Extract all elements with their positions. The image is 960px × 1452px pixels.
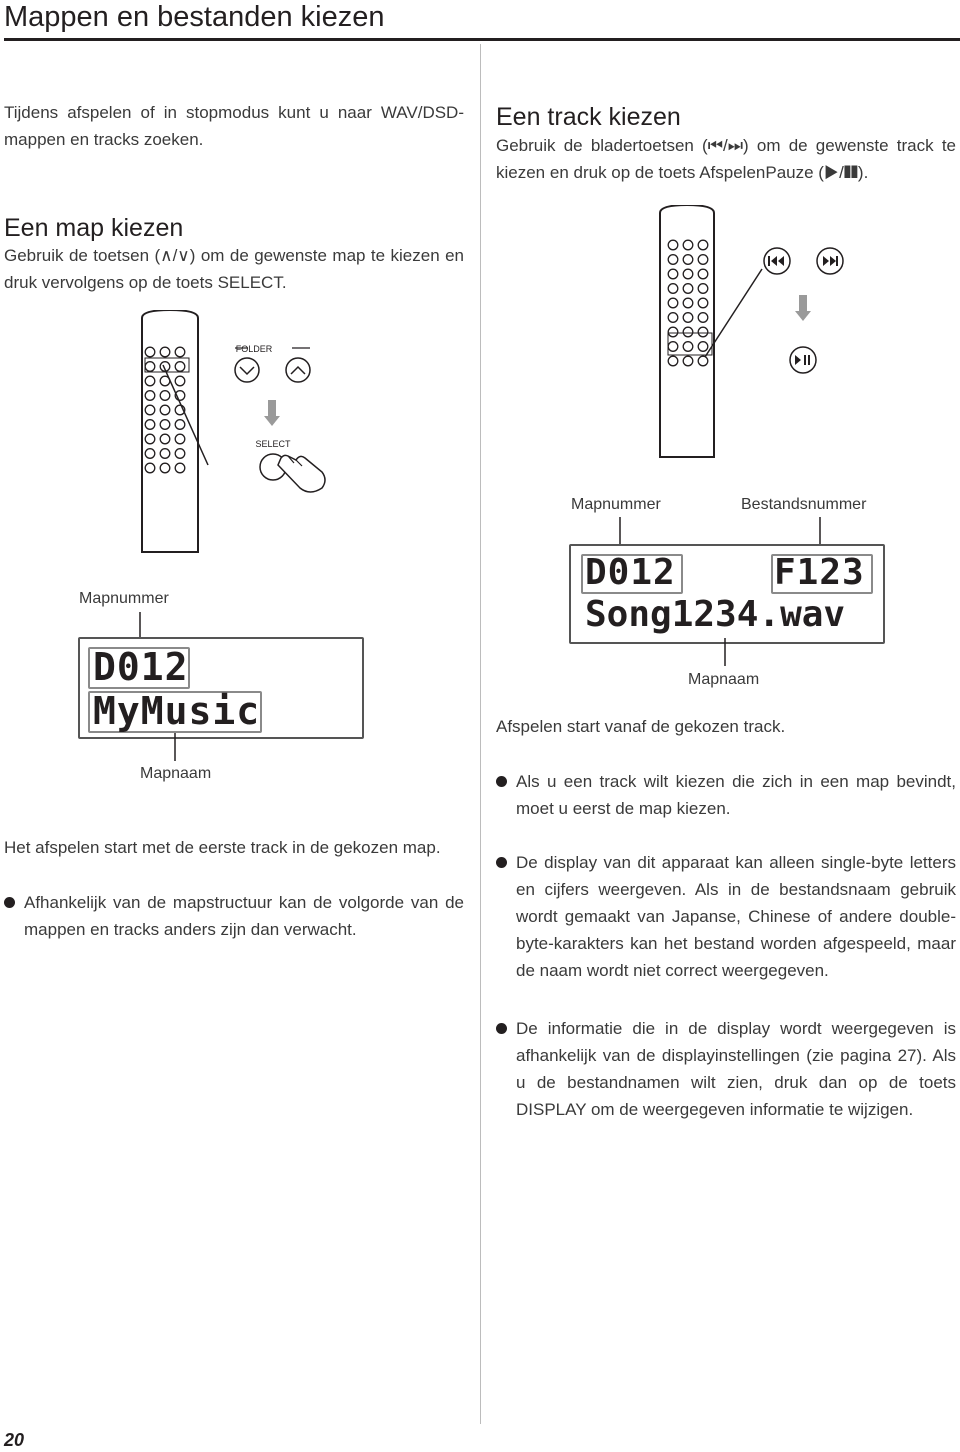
remote-key-icon — [668, 327, 678, 337]
remote-folder-illustration — [130, 310, 360, 560]
remote-key-icon — [668, 255, 678, 265]
right-bullet-3 — [496, 1015, 956, 1123]
page-title: Mappen en bestanden kiezen — [4, 1, 385, 33]
remote-key-icon — [683, 240, 693, 250]
bullet-dot — [496, 857, 507, 868]
remote-key-icon — [175, 463, 185, 473]
left-callout-line-bottom — [170, 733, 180, 763]
remote-key-icon — [698, 284, 708, 294]
remote-key-icon — [175, 449, 185, 459]
remote-key-icon — [698, 356, 708, 366]
remote-key-icon — [160, 449, 170, 459]
track-section-text: Gebruik de bladertoetsen (⏮/⏭) om de gewenste track te kiezen en druk op de toets AfspelenPauze (▶/❚❚). — [496, 136, 956, 182]
arrow-down-icon — [264, 400, 280, 426]
right-callout-line-right — [815, 517, 825, 547]
left-bullet — [4, 889, 464, 943]
remote-key-icon — [683, 342, 693, 352]
remote-key-icon — [160, 420, 170, 430]
remote-key-icon — [668, 240, 678, 250]
folder-result-text: Het afspelen start met de eerste track in de gekozen map. — [4, 838, 441, 857]
remote-key-icon — [145, 391, 155, 401]
folder-label: FOLDER — [235, 344, 273, 354]
folder-down-button — [235, 358, 259, 382]
right-callout-line-bottom — [720, 638, 730, 668]
skip-forward-button — [817, 248, 843, 274]
bullet-dot — [496, 776, 507, 787]
skip-back-button — [764, 248, 790, 274]
remote-key-icon — [698, 298, 708, 308]
track-section-title: Een track kiezen — [496, 103, 681, 131]
remote-track-illustration — [650, 205, 870, 460]
title-rule — [4, 38, 960, 41]
remote-key-icon — [668, 356, 678, 366]
remote-key-icon — [145, 420, 155, 430]
right-bullet-3-text: De informatie die in de display wordt weergegeven is afhankelijk van de displayinstellingen (zie pagina 27). Als u de bestandnamen wilt zien, druk dan op de toets DISPLAY om de weergegeven informatie te wijzigen. — [516, 1019, 956, 1119]
remote-key-icon — [145, 449, 155, 459]
remote-key-icon — [145, 405, 155, 415]
remote-key-icon — [683, 356, 693, 366]
remote-key-icon — [175, 362, 185, 372]
left-callout-folder-name: Mapnaam — [140, 765, 212, 782]
remote-key-icon — [175, 347, 185, 357]
remote-key-icon — [145, 434, 155, 444]
remote-key-icon — [698, 255, 708, 265]
right-bullet-2 — [496, 849, 956, 984]
remote-key-icon — [668, 298, 678, 308]
remote-key-icon — [683, 327, 693, 337]
remote-key-icon — [160, 463, 170, 473]
right-bullet-1 — [496, 768, 956, 822]
left-bullet-text: Afhankelijk van de mapstructuur kan de volgorde van de mappen en tracks anders zijn dan verwacht. — [24, 893, 464, 939]
track-display-folder-number: D012 — [585, 552, 676, 593]
remote-key-icon — [668, 342, 678, 352]
remote-key-icon — [683, 255, 693, 265]
remote-key-icon — [698, 269, 708, 279]
remote-key-icon — [683, 269, 693, 279]
folder-section-title: Een map kiezen — [4, 214, 184, 242]
track-result-text: Afspelen start vanaf de gekozen track. — [496, 717, 786, 736]
bullet-dot — [496, 1023, 507, 1034]
remote-key-icon — [668, 313, 678, 323]
folder-display-line1: D012 — [93, 645, 189, 689]
remote-key-icon — [175, 434, 185, 444]
right-bullet-1-text: Als u een track wilt kiezen die zich in een map bevindt, moet u eerst de map kiezen. — [516, 772, 956, 818]
bullet-dot — [4, 897, 15, 908]
right-callout-file-number: Bestandsnummer — [741, 496, 867, 513]
remote-key-icon — [668, 284, 678, 294]
select-label: SELECT — [255, 439, 291, 449]
right-bullet-2-text: De display van dit apparaat kan alleen single-byte letters en cijfers weergeven. Als in de bestandsnaam gebruik wordt gemaakt van Japanse, Chinese of andere double-byte-karakters kan het bestand worden afgespeeld, maar de naam wordt niet correct weergegeven. — [516, 853, 956, 980]
remote-key-icon — [698, 240, 708, 250]
folder-section-text: Gebruik de toetsen (∧/∨) om de gewenste map te kiezen en druk vervolgens op de toets SELECT. — [4, 246, 464, 292]
remote-key-icon — [160, 434, 170, 444]
folder-display-line2: MyMusic — [93, 689, 261, 733]
right-callout-folder-number: Mapnummer — [571, 496, 661, 513]
remote-key-icon — [160, 405, 170, 415]
remote-key-icon — [160, 391, 170, 401]
left-callout-folder-number: Mapnummer — [79, 590, 169, 607]
column-divider — [480, 44, 481, 1424]
remote-key-icon — [668, 269, 678, 279]
track-display-file-number: F123 — [774, 552, 865, 593]
remote-key-icon — [683, 313, 693, 323]
pressing-hand-icon — [278, 455, 325, 492]
remote-key-icon — [145, 347, 155, 357]
right-callout-line-left — [615, 517, 625, 547]
remote-key-icon — [175, 376, 185, 386]
track-display — [569, 544, 885, 644]
intro-text: Tijdens afspelen of in stopmodus kunt u naar WAV/DSD-mappen en tracks zoeken. — [4, 103, 464, 149]
remote-key-icon — [698, 327, 708, 337]
remote-key-icon — [145, 463, 155, 473]
remote-key-icon — [683, 298, 693, 308]
folder-display — [78, 637, 364, 739]
remote-key-icon — [160, 347, 170, 357]
arrow-down-icon — [795, 295, 811, 321]
right-callout-folder-name: Mapnaam — [688, 671, 760, 688]
remote-key-icon — [145, 362, 155, 372]
left-callout-line-top — [135, 612, 145, 640]
remote-key-icon — [145, 376, 155, 386]
play-pause-button — [790, 347, 816, 373]
remote-key-icon — [175, 420, 185, 430]
remote-key-icon — [683, 284, 693, 294]
page-number: 20 — [4, 1430, 25, 1450]
folder-up-button — [286, 358, 310, 382]
remote-key-icon — [698, 313, 708, 323]
remote-key-icon — [698, 342, 708, 352]
track-display-file-name: Song1234.wav — [585, 594, 846, 635]
